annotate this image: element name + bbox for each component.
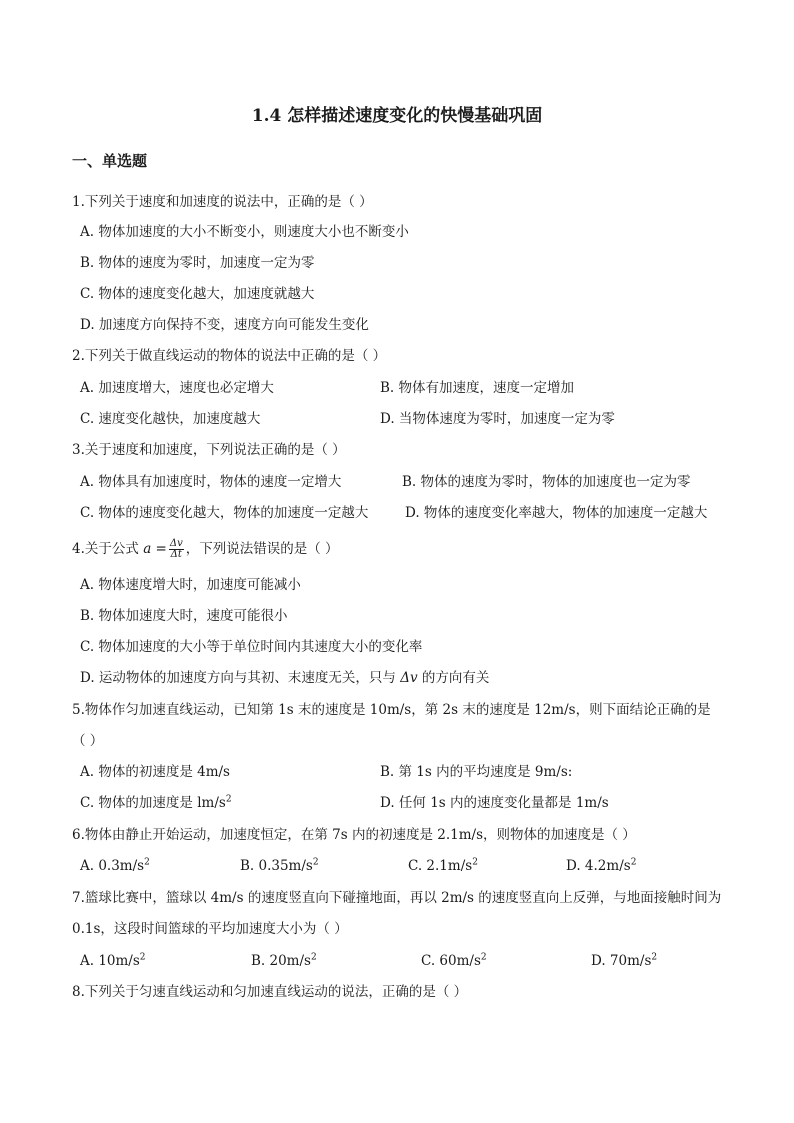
formula-lhs: a = <box>143 541 167 557</box>
question-4-option-b[interactable]: B. 物体加速度大时，速度可能很小 <box>80 608 288 624</box>
question-7-option-c[interactable] <box>421 951 487 971</box>
question-3-stem: 3.关于速度和加速度，下列说法正确的是（ ） <box>72 442 346 458</box>
question-1-stem: 1.下列关于速度和加速度的说法中，正确的是（ ） <box>72 194 373 210</box>
question-4-stem-pre: 4.关于公式 <box>72 541 139 557</box>
question-5-option-a[interactable]: A. 物体的初速度是 4m/s <box>80 764 230 780</box>
question-5-option-c-text: C. 物体的加速度是 lm/s <box>80 795 226 811</box>
question-7-option-b-text: B. 20m/s <box>251 953 311 969</box>
question-6-option-c[interactable] <box>408 856 478 876</box>
exponent: 2 <box>312 857 319 868</box>
question-7-option-d-text: D. 70m/s <box>591 953 652 969</box>
question-3-option-b[interactable]: B. 物体的速度为零时，物体的加速度也一定为零 <box>402 474 691 490</box>
section-heading: 一、单选题 <box>72 152 148 170</box>
question-6-stem: 6.物体由静止开始运动，加速度恒定，在第 7s 内的初速度是 2.1m/s，则物体的加速度是（ ） <box>72 827 636 843</box>
formula-numerator: Δv <box>169 538 183 549</box>
question-6-option-a[interactable] <box>80 856 150 876</box>
exponent: 2 <box>480 952 487 963</box>
formula-fraction <box>169 539 184 560</box>
question-5-option-c[interactable] <box>80 793 232 813</box>
question-2-stem: 2.下列关于做直线运动的物体的说法中正确的是（ ） <box>72 348 387 364</box>
question-6-option-d[interactable] <box>566 856 636 876</box>
question-4-option-d-post: 的方向有关 <box>421 670 490 686</box>
question-4-option-a[interactable]: A. 物体速度增大时，加速度可能减小 <box>80 577 301 593</box>
question-2-option-b[interactable]: B. 物体有加速度，速度一定增加 <box>380 380 575 396</box>
question-6-option-b-text: B. 0.35m/s <box>240 858 313 874</box>
exponent: 2 <box>144 857 150 868</box>
question-2-option-d[interactable]: D. 当物体速度为零时，加速度一定为零 <box>380 411 615 427</box>
exponent: 2 <box>139 952 146 963</box>
question-4-option-c[interactable]: C. 物体加速度的大小等于单位时间内其速度大小的变化率 <box>80 639 423 655</box>
question-7-option-a-text: A. 10m/s <box>80 953 140 969</box>
question-8-stem: 8.下列关于匀速直线运动和匀加速直线运动的说法，正确的是（ ） <box>72 984 468 1000</box>
exponent: 2 <box>630 857 637 868</box>
exponent: 2 <box>225 794 232 805</box>
question-7-option-a[interactable] <box>80 951 146 971</box>
question-6-option-a-text: A. 0.3m/s <box>80 858 145 874</box>
question-2-option-c[interactable]: C. 速度变化越快，加速度越大 <box>80 411 261 427</box>
exponent: 2 <box>310 952 317 963</box>
question-4-stem-post: ，下列说法错误的是（ ） <box>185 541 339 557</box>
exponent: 2 <box>472 857 478 868</box>
question-5-stem-line-2: （ ） <box>72 733 104 749</box>
formula-denominator: Δt <box>170 549 182 560</box>
question-4-option-d-pre: D. 运动物体的加速度方向与其初、末速度无关，只与 <box>80 670 396 686</box>
question-1-option-a[interactable]: A. 物体加速度的大小不断变小，则速度大小也不断变小 <box>80 224 409 240</box>
question-1-option-c[interactable]: C. 物体的速度变化越大，加速度就越大 <box>80 286 315 302</box>
question-7-option-b[interactable] <box>251 951 317 971</box>
question-4-option-d[interactable] <box>80 668 489 688</box>
delta-v-symbol: Δv <box>400 670 418 686</box>
question-7-stem-line-1: 7.篮球比赛中，篮球以 4m/s 的速度竖直向下碰撞地面，再以 2m/s 的速度竖直向上反弹，与地面接触时间为 <box>72 890 722 906</box>
question-6-option-c-text: C. 2.1m/s <box>408 858 473 874</box>
question-5-option-d[interactable]: D. 任何 1s 内的速度变化量都是 1m/s <box>380 795 609 811</box>
question-7-option-c-text: C. 60m/s <box>421 953 481 969</box>
question-1-option-d[interactable]: D. 加速度方向保持不变，速度方向可能发生变化 <box>80 317 369 333</box>
question-2-option-a[interactable]: A. 加速度增大，速度也必定增大 <box>80 380 274 396</box>
question-4-stem <box>72 539 339 560</box>
document-title: 1.4 怎样描述速度变化的快慢基础巩固 <box>251 106 543 126</box>
question-7-stem-line-2: 0.1s，这段时间篮球的平均加速度大小为（ ） <box>72 921 348 937</box>
question-6-option-d-text: D. 4.2m/s <box>566 858 631 874</box>
question-1-option-b[interactable]: B. 物体的速度为零时，加速度一定为零 <box>80 255 315 271</box>
exponent: 2 <box>651 952 658 963</box>
question-5-option-b[interactable]: B. 第 1s 内的平均速度是 9m/s: <box>380 764 573 780</box>
question-6-option-b[interactable] <box>240 856 319 876</box>
question-7-option-d[interactable] <box>591 951 657 971</box>
question-5-stem-line-1: 5.物体作匀加速直线运动，已知第 1s 末的速度是 10m/s，第 2s 末的速度是 12m/s，则下面结论正确的是 <box>72 702 711 718</box>
question-3-option-a[interactable]: A. 物体具有加速度时，物体的速度一定增大 <box>80 474 342 490</box>
question-3-option-c[interactable]: C. 物体的速度变化越大，物体的加速度一定越大 <box>80 505 369 521</box>
question-3-option-d[interactable]: D. 物体的速度变化率越大，物体的加速度一定越大 <box>405 505 708 521</box>
